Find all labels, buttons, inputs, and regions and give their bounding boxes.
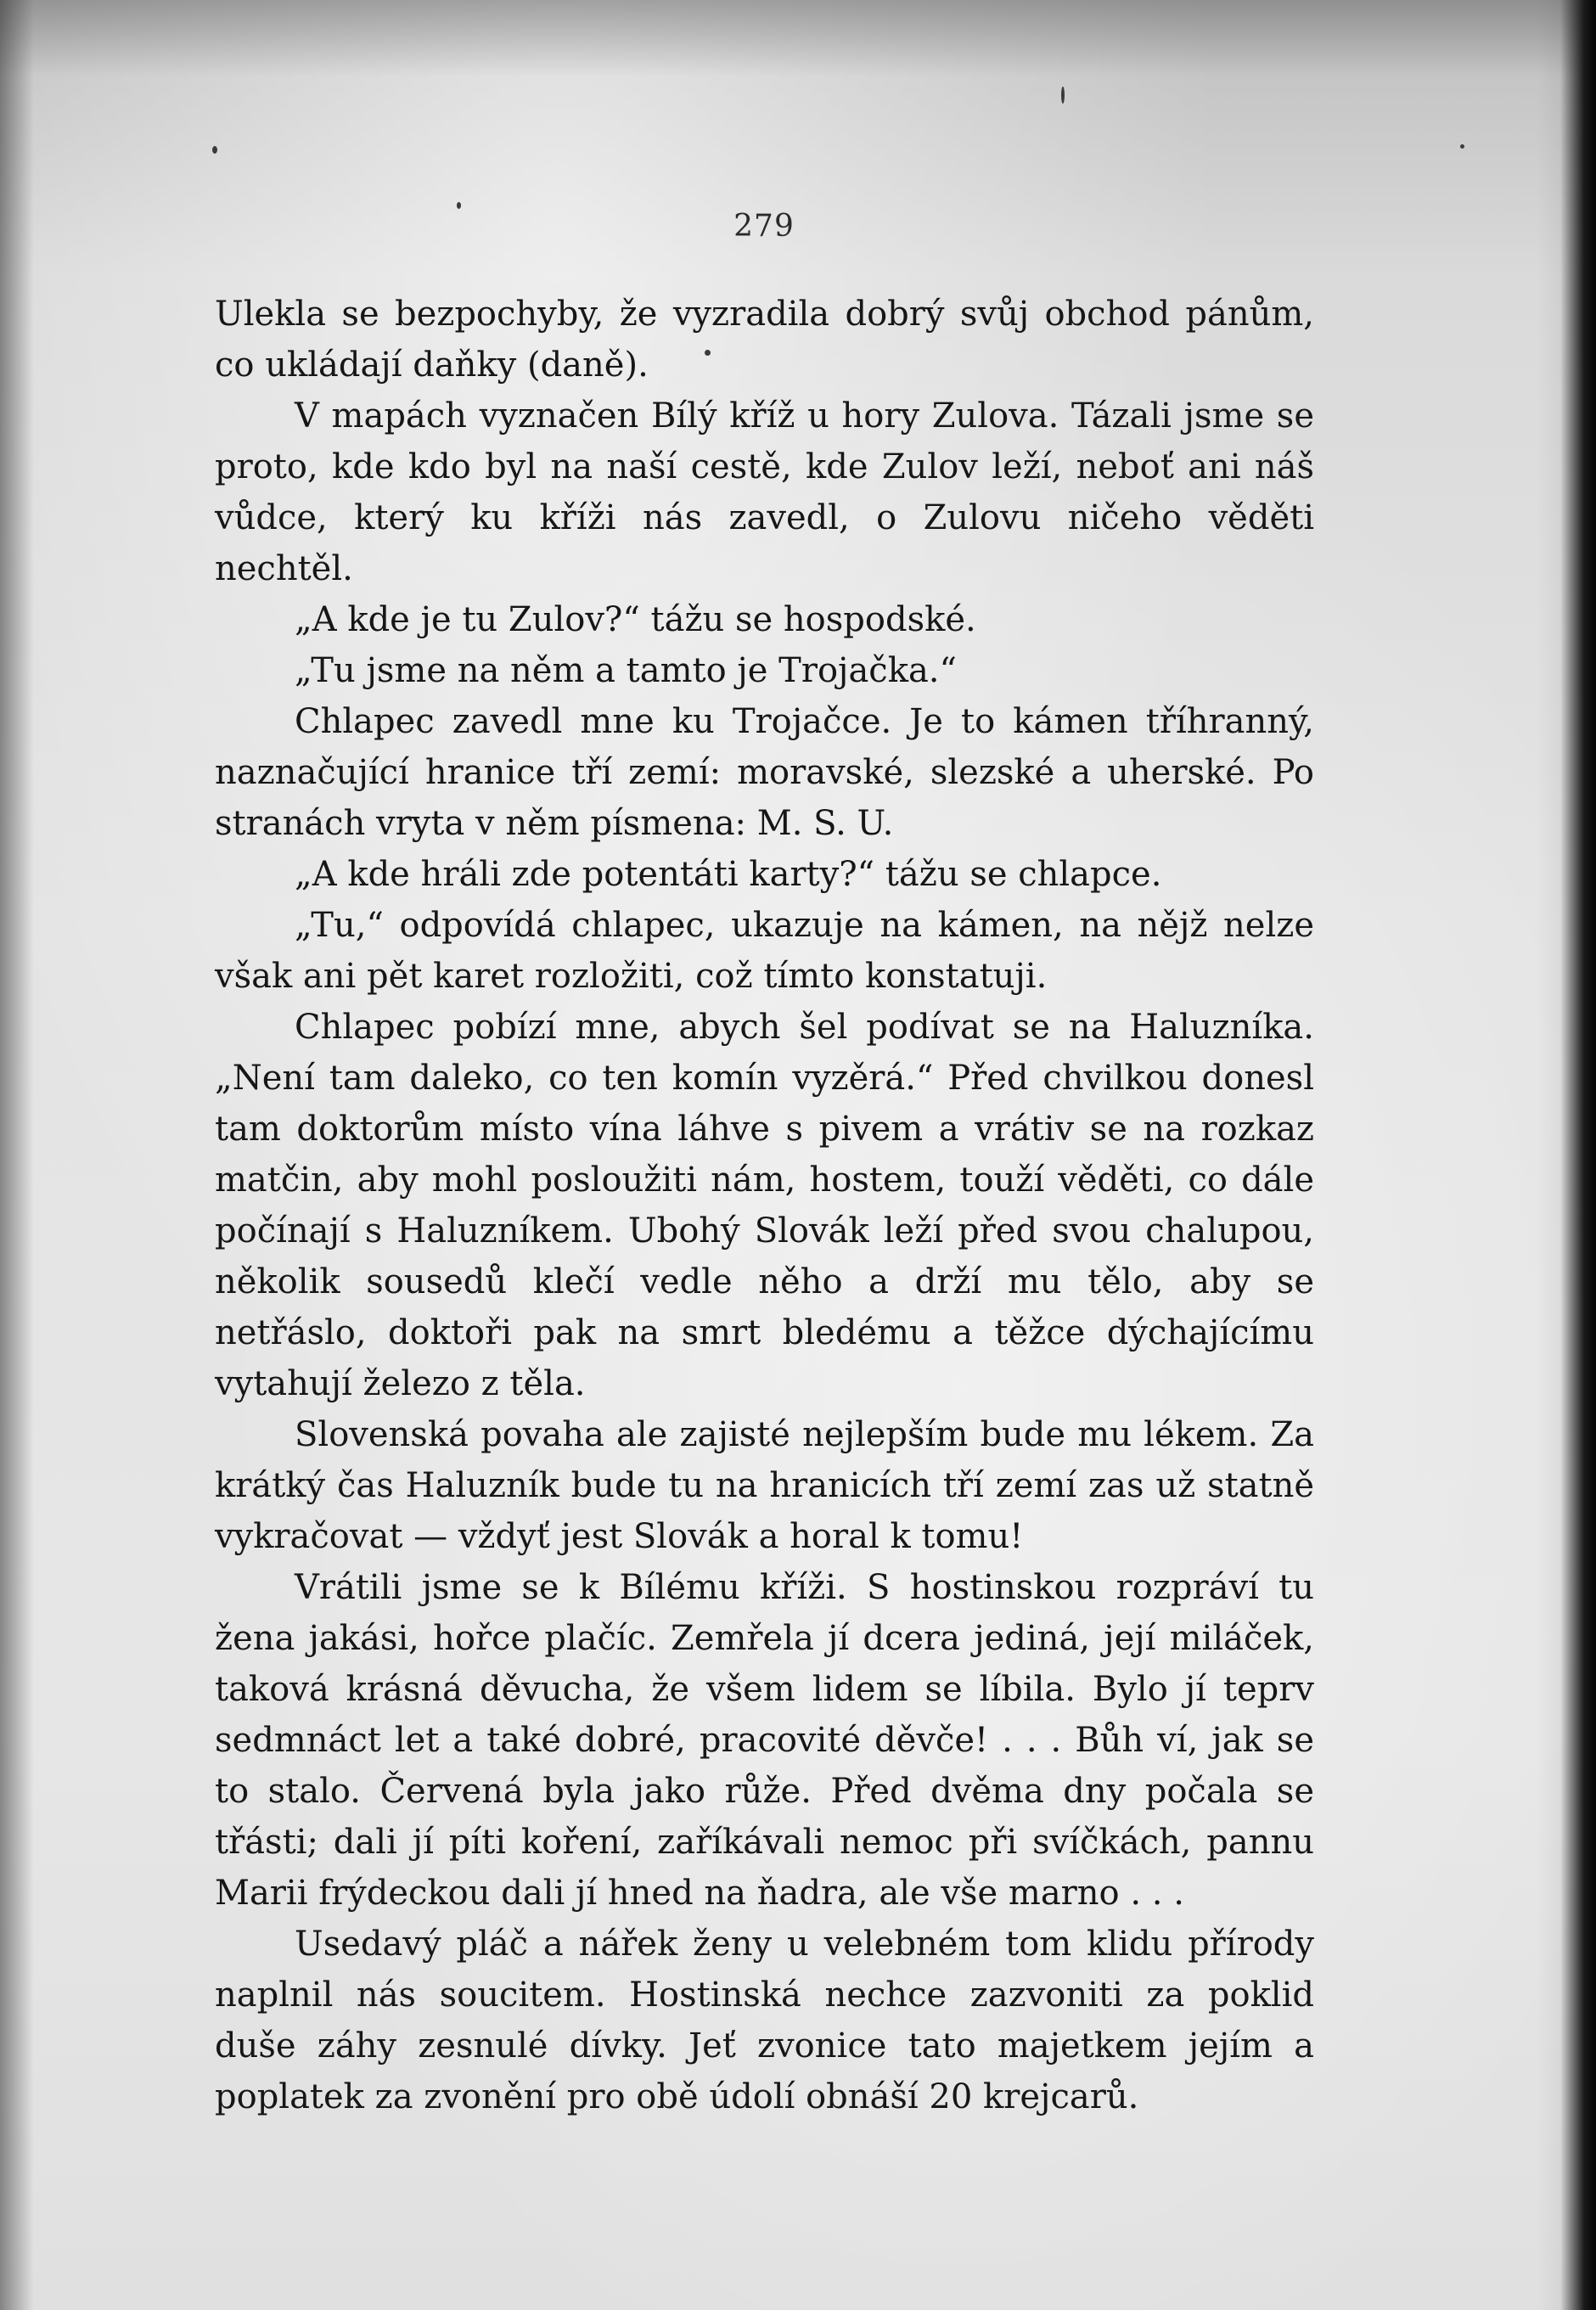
paragraph: Slovenská povaha ale zajisté nejlepším bude mu lékem. Za krátký čas Haluzník bude tu na hranicích tří zemí zas už statně vykračovat — vždyť jest Slovák a horal k tomu! bbox=[215, 1415, 1314, 1556]
paragraph: Chlapec pobízí mne, abych šel podívat se na Haluzníka. „Není tam daleko, co ten komín vyzěrá.“ Před chvilkou donesl tam doktorům místo vína láhve s pivem a vrátiv se na rozkaz matčin, aby mohl posloužiti nám, hostem, touží věděti, co dále počínají s Haluzníkem. Ubohý Slovák leží před svou chalupou, několik sousedů klečí vedle něho a drží mu tělo, aby se netřáslo, doktoři pak na smrt bledému a těžce dýchajícímu vytahují železo z těla. bbox=[215, 1008, 1314, 1403]
body-text bbox=[215, 289, 1314, 2122]
paragraph: Usedavý pláč a nářek ženy u velebném tom klidu přírody naplnil nás soucitem. Hostinská nechce zazvoniti za poklid duše záhy zesnulé dívky. Jeť zvonice tato majetkem jejím a poplatek za zvonění pro obě údolí obnáší 20 krejcarů. bbox=[215, 1925, 1314, 2116]
paragraph: V mapách vyznačen Bílý kříž u hory Zulova. Tázali jsme se proto, kde kdo byl na naší cestě, kde Zulov leží, neboť ani náš vůdce, který ku kříži nás zavedl, o Zulovu ničeho věděti nechtěl. bbox=[215, 396, 1314, 588]
page-number: 279 bbox=[733, 209, 795, 244]
paragraph: Vrátili jsme se k Bílému kříži. S hostinskou rozpráví tu žena jakási, hořce plačíc. Zemřela jí dcera jediná, její miláček, taková krásná děvucha, že všem lidem se líbila. Bylo jí teprv sedmnáct let a také dobré, pracovité děvče! . . . Bůh ví, jak se to stalo. Červená byla jako růže. Před dvěma dny počala se třásti; dali jí píti koření, zaříkávali nemoc při svíčkách, pannu Marii frýdeckou dali jí hned na ňadra, ale vše marno . . . bbox=[215, 1568, 1314, 1913]
paragraph: „Tu jsme na něm a tamto je Trojačka.“ bbox=[295, 651, 957, 690]
print-speck bbox=[1460, 144, 1464, 149]
paragraph: „Tu,“ odpovídá chlapec, ukazuje na kámen, na nějž nelze však ani pět karet rozložiti, což tímto konstatuji. bbox=[215, 906, 1314, 996]
print-speck bbox=[457, 202, 461, 209]
paragraph: „A kde je tu Zulov?“ tážu se hospodské. bbox=[295, 600, 976, 639]
paragraph: Chlapec zavedl mne ku Trojačce. Je to kámen tříhranný, naznačující hranice tří zemí: moravské, slezské a uherské. Po stranách vryta v něm písmena: M. S. U. bbox=[215, 702, 1314, 843]
page-right-edge bbox=[1537, 0, 1596, 2310]
paragraph: „A kde hráli zde potentáti karty?“ tážu se chlapce. bbox=[295, 855, 1162, 894]
paragraph: Ulekla se bezpochyby, že vyzradila dobrý svůj obchod pánům, co ukládají daňky (daně). bbox=[215, 295, 1314, 385]
page-left-shadow bbox=[0, 0, 34, 2310]
print-speck bbox=[1061, 87, 1065, 104]
print-speck bbox=[212, 146, 217, 154]
page-top-shadow bbox=[0, 0, 1596, 76]
